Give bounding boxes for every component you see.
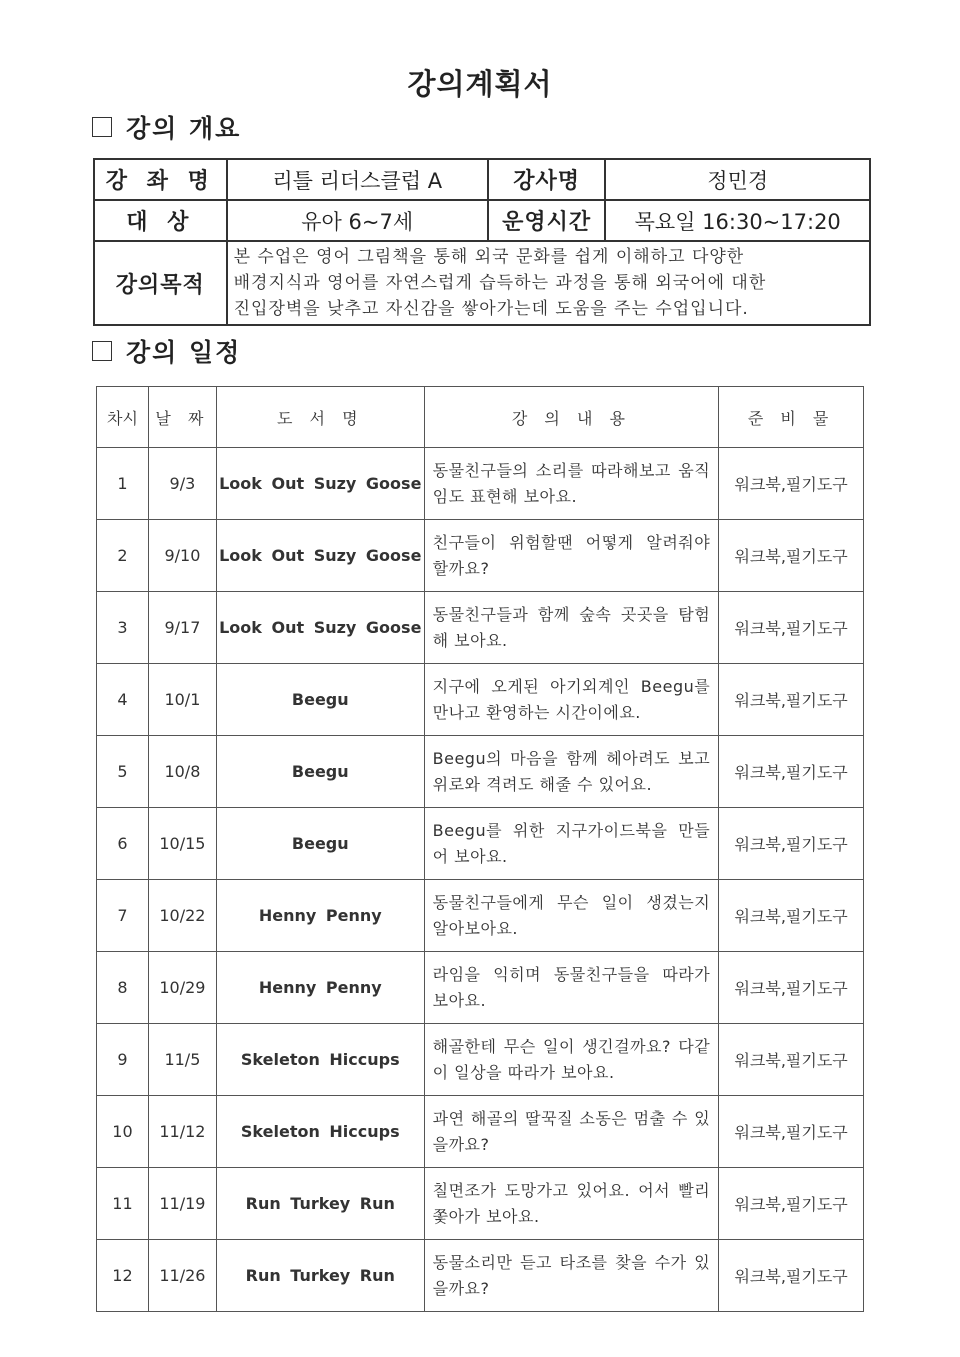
header-session: 차시 [97,387,149,448]
session-materials: 워크북,필기도구 [719,592,864,664]
session-date: 11/5 [148,1024,216,1096]
course-name-label: 강 좌 명 [94,159,227,200]
book-title: Run Turkey Run [216,1168,424,1240]
session-materials: 워크북,필기도구 [719,952,864,1024]
book-title: Run Turkey Run [216,1240,424,1312]
schedule-header-row [97,387,864,448]
session-date: 11/12 [148,1096,216,1168]
overview-row-course [94,159,870,200]
table-row [97,1168,864,1240]
table-row [97,736,864,808]
schedule-table [96,386,864,1312]
session-materials: 워크북,필기도구 [719,664,864,736]
session-date: 9/3 [148,448,216,520]
session-content: 동물소리만 듣고 타조를 찾을 수가 있을까요? [424,1240,719,1312]
session-content: 지구에 오게된 아기외계인 Beegu를 만나고 환영하는 시간이에요. [424,664,719,736]
session-materials: 워크북,필기도구 [719,1096,864,1168]
checkbox-icon [92,117,112,137]
session-number: 1 [97,448,149,520]
session-content: 동물친구들의 소리를 따라해보고 움직임도 표현해 보아요. [424,448,719,520]
header-book: 도 서 명 [216,387,424,448]
session-date: 10/22 [148,880,216,952]
schedule-body [97,448,864,1312]
book-title: Look Out Suzy Goose [216,520,424,592]
session-content: 동물친구들에게 무슨 일이 생겼는지 알아보아요. [424,880,719,952]
table-row [97,520,864,592]
book-title: Skeleton Hiccups [216,1024,424,1096]
session-date: 11/19 [148,1168,216,1240]
session-number: 11 [97,1168,149,1240]
session-materials: 워크북,필기도구 [719,1240,864,1312]
session-date: 10/1 [148,664,216,736]
table-row [97,1096,864,1168]
session-materials: 워크북,필기도구 [719,880,864,952]
book-title: Henny Penny [216,880,424,952]
course-name-value: 리틀 리더스클럽 A [227,159,488,200]
session-content: 친구들이 위험할땐 어떻게 알려줘야 할까요? [424,520,719,592]
purpose-label: 강의목적 [94,241,227,325]
session-number: 5 [97,736,149,808]
overview-row-purpose [94,241,870,325]
header-content: 강 의 내 용 [424,387,719,448]
session-number: 8 [97,952,149,1024]
session-date: 9/10 [148,520,216,592]
table-row [97,592,864,664]
session-content: 라임을 익히며 동물친구들을 따라가 보아요. [424,952,719,1024]
target-label: 대 상 [94,200,227,241]
session-content: Beegu를 위한 지구가이드북을 만들어 보아요. [424,808,719,880]
session-materials: 워크북,필기도구 [719,1024,864,1096]
instructor-value: 정민경 [605,159,870,200]
session-number: 9 [97,1024,149,1096]
header-materials: 준 비 물 [719,387,864,448]
table-row [97,1024,864,1096]
session-materials: 워크북,필기도구 [719,448,864,520]
instructor-label: 강사명 [488,159,606,200]
purpose-line: 진입장벽을 낮추고 자신감을 쌓아가는데 도움을 주는 수업입니다. [233,299,749,319]
table-row [97,880,864,952]
session-number: 4 [97,664,149,736]
book-title: Look Out Suzy Goose [216,592,424,664]
schedule-heading-label: 강의 일정 [126,338,242,367]
session-number: 2 [97,520,149,592]
session-materials: 워크북,필기도구 [719,808,864,880]
page-title: 강의계획서 [407,67,553,101]
session-date: 10/29 [148,952,216,1024]
session-materials: 워크북,필기도구 [719,520,864,592]
session-number: 3 [97,592,149,664]
book-title: Look Out Suzy Goose [216,448,424,520]
book-title: Henny Penny [216,952,424,1024]
table-row [97,1240,864,1312]
header-date: 날 짜 [148,387,216,448]
target-value: 유아 6~7세 [227,200,488,241]
purpose-line: 본 수업은 영어 그림책을 통해 외국 문화를 쉽게 이해하고 다양한 [233,247,745,267]
table-row [97,448,864,520]
session-date: 10/15 [148,808,216,880]
session-materials: 워크북,필기도구 [719,736,864,808]
session-materials: 워크북,필기도구 [719,1168,864,1240]
session-number: 6 [97,808,149,880]
session-content: 동물친구들과 함께 숲속 곳곳을 탐험해 보아요. [424,592,719,664]
session-number: 12 [97,1240,149,1312]
book-title: Beegu [216,808,424,880]
session-date: 11/26 [148,1240,216,1312]
book-title: Beegu [216,736,424,808]
session-number: 10 [97,1096,149,1168]
session-content: 해골한테 무슨 일이 생긴걸까요? 다같이 일상을 따라가 보아요. [424,1024,719,1096]
session-number: 7 [97,880,149,952]
session-date: 9/17 [148,592,216,664]
table-row [97,664,864,736]
overview-row-target [94,200,870,241]
purpose-line: 배경지식과 영어를 자연스럽게 습득하는 과정을 통해 외국어에 대한 [233,273,767,293]
table-row [97,952,864,1024]
overview-section-heading [92,110,241,144]
overview-table [93,158,871,326]
time-value: 목요일 16:30~17:20 [605,200,870,241]
time-label: 운영시간 [488,200,606,241]
schedule-section-heading [92,334,241,368]
session-content: 과연 해골의 딸꾹질 소동은 멈출 수 있을까요? [424,1096,719,1168]
session-date: 10/8 [148,736,216,808]
table-row [97,808,864,880]
checkbox-icon [92,341,112,361]
purpose-text [227,241,870,325]
session-content: Beegu의 마음을 함께 헤아려도 보고 위로와 격려도 해줄 수 있어요. [424,736,719,808]
book-title: Skeleton Hiccups [216,1096,424,1168]
book-title: Beegu [216,664,424,736]
overview-heading-label: 강의 개요 [126,114,242,143]
session-content: 칠면조가 도망가고 있어요. 어서 빨리 쫓아가 보아요. [424,1168,719,1240]
